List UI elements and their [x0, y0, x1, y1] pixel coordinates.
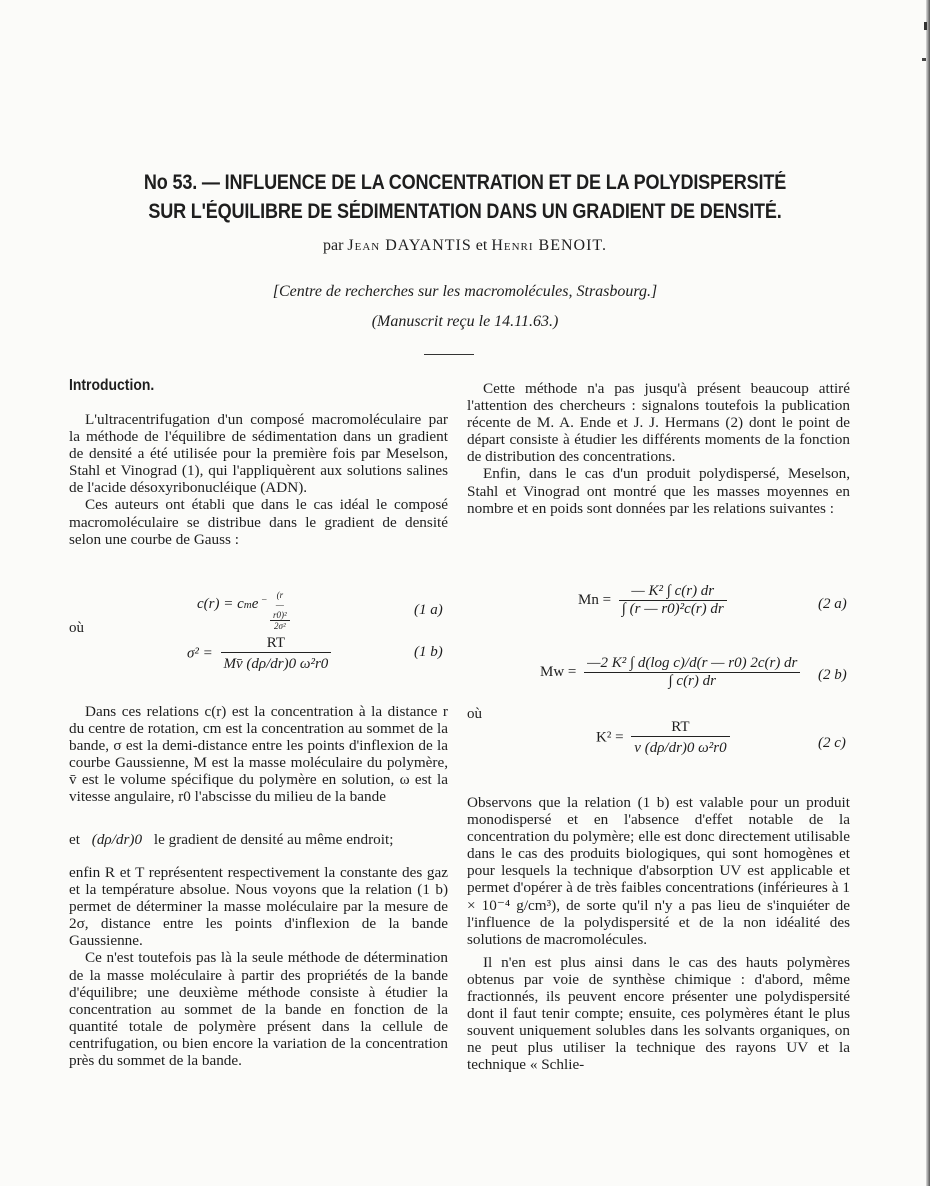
- paragraph: Ces auteurs ont établi que dans le cas idéal le composé macromoléculaire se distribue dans le gradient de densité selon une courbe de Gauss :: [69, 496, 448, 548]
- equation-number: (2 b): [818, 667, 847, 683]
- label-ou: où: [69, 620, 84, 636]
- left-column-top: [69, 411, 448, 548]
- gradient-text: le gradient de densité au même endroit;: [153, 831, 394, 848]
- fraction-denominator: ∫ c(r) dr: [584, 672, 800, 690]
- paragraph: L'ultracentrifugation d'un composé macromoléculaire par la méthode de l'équilibre de sédimentation dans un gradient de densité a été utilisée pour la première fois par Meselson, Stahl et Vinograd (1), qui l'appliquèrent aux solutions salines de l'acide désoxyribonucléique (ADN).: [69, 411, 448, 497]
- header-divider: [424, 354, 474, 355]
- fraction-denominator: v (dρ/dr)0 ω²r0: [631, 736, 729, 757]
- gradient-line: [69, 831, 448, 848]
- equation-lhs: K² =: [596, 729, 624, 746]
- equation-subscript: m: [243, 599, 252, 611]
- left-column-middle: [69, 703, 448, 806]
- equation-2c: [596, 719, 730, 757]
- received-date: (Manuscrit reçu le 14.11.63.): [371, 313, 559, 330]
- article-title-line-2: SUR L'ÉQUILIBRE DE SÉDIMENTATION DANS UN GRADIENT DE DENSITÉ.: [148, 200, 782, 223]
- right-column-top: [467, 380, 850, 517]
- exponent-denominator: 2σ²: [270, 620, 290, 631]
- paragraph: Observons que la relation (1 b) est valable pour un produit monodispersé et en l'absence d'effet notable de la concentration du polymère; elle est donc directement utilisable dans le cas des produits biologiques, qui sont homogènes et pour lesquels la technique d'absorption UV est applicable et permet d'opérer à de très faibles concentrations (inférieures à 1 × 10⁻⁴ g/cm³), de sorte qu'il n'y a pas lieu de s'inquiéter de l'influence de la polydispersité et de la non idéalité des solutions de macromolécules.: [467, 794, 850, 948]
- fraction-denominator: Mv̄ (dρ/dr)0 ω²r0: [221, 652, 332, 673]
- equation-number: (2 c): [818, 735, 846, 751]
- equation-1b: [187, 635, 331, 673]
- authors-join: et: [475, 237, 488, 254]
- paragraph: Enfin, dans le cas d'un produit polydispersé, Meselson, Stahl et Vinograd ont montré que les masses moyennes en nombre et en poids sont données par les relations suivantes :: [467, 465, 850, 517]
- paragraph: enfin R et T représentent respectivement la constante des gaz et la température absolue. Nous voyons que la relation (1 b) permet de déterminer la masse moléculaire par la mesure de 2σ, distance entre les points d'inflexion de la bande Gaussienne.: [69, 864, 448, 950]
- equation-lhs: σ² =: [187, 645, 213, 662]
- fraction-numerator: — K² ∫ c(r) dr: [631, 583, 715, 599]
- equation-1a: [197, 596, 258, 613]
- equation-2b: [540, 655, 800, 690]
- paragraph: Ce n'est toutefois pas là la seule méthode de détermination de la masse moléculaire à partir des propriétés de la bande d'équilibre; une deuxième méthode consiste à étudier la concentration au sommet de la bande en fonction de la quantité totale de polymère présent dans la cellule de centrifugation, ou bien encore la variation de la concentration près du sommet de la bande.: [69, 949, 448, 1070]
- equation-2a: [578, 583, 727, 618]
- fraction-numerator: RT: [266, 635, 286, 651]
- fraction-denominator: ∫ (r — r0)²c(r) dr: [619, 600, 727, 618]
- equation-lhs: Mn =: [578, 591, 612, 608]
- fraction-numerator: RT: [671, 719, 690, 735]
- exponent-numerator: (r—r0)²: [273, 590, 287, 620]
- equation-number: (2 a): [818, 596, 847, 612]
- equation-base: e: [251, 596, 259, 612]
- author-2: Henri BENOIT.: [491, 237, 608, 254]
- fraction-numerator: —2 K² ∫ d(log c)/d(r — r0) 2c(r) dr: [587, 655, 798, 671]
- paragraph: Cette méthode n'a pas jusqu'à présent beaucoup attiré l'attention des chercheurs : signalons toutefois la publication récente de M. A. Ende et J. J. Hermans (2) dont le point de départ consiste à étudier les différents moments de la fonction de distribution des concentrations.: [467, 380, 850, 466]
- paragraph: Dans ces relations c(r) est la concentration à la distance r du centre de rotation, cm est la concentration au sommet de la bande, σ est la demi-distance entre les points d'inflexion de la courbe Gaussienne, M est la masse moléculaire du polymère, v̄ est le volume spécifique du polymère en solution, ω est la vitesse angulaire, r0 l'abscisse du milieu de la bande: [69, 703, 448, 806]
- label-ou: où: [467, 706, 482, 722]
- scan-mark: [922, 58, 926, 61]
- equation-lhs: Mw =: [540, 663, 577, 680]
- author-1: Jean DAYANTIS: [347, 237, 472, 254]
- section-title: Introduction.: [69, 377, 155, 394]
- right-column-bottom: [467, 794, 850, 1074]
- equation-number: (1 a): [414, 602, 443, 618]
- paragraph: Il n'en est plus ainsi dans le cas des hauts polymères obtenus par voie de synthèse chimique : d'abord, même fractionnés, ils peuvent encore présenter une polydispersité dont il faut tenir compte; ensuite, ces polymères étant le plus souvent uniquement solubles dans les solvants organiques, on ne peut plus utiliser la technique des rayons UV et la technique « Schlie-: [467, 953, 850, 1074]
- authors: [0, 237, 930, 255]
- equation-lhs: c(r) = c: [197, 596, 244, 612]
- article-title-line-1: No 53. — INFLUENCE DE LA CONCENTRATION ET DE LA POLYDISPERSITÉ: [143, 171, 787, 194]
- affiliation: [Centre de recherches sur les macromolécules, Strasbourg.]: [272, 283, 658, 300]
- page-edge-shadow: [926, 0, 930, 1186]
- equation-number: (1 b): [414, 644, 443, 660]
- density-gradient: (dρ/dr)0: [91, 831, 143, 848]
- authors-prefix: par: [322, 237, 344, 254]
- left-column-bottom: [69, 864, 448, 1069]
- scan-mark: [924, 22, 927, 30]
- word-et: et: [69, 831, 80, 848]
